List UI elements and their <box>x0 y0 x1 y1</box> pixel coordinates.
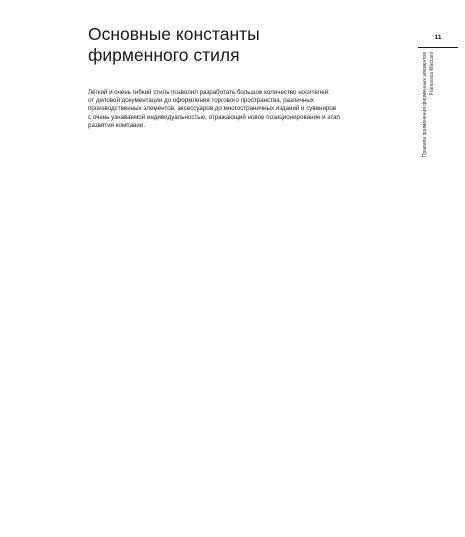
paragraph-line-3: производственных элементов, аксессуаров до многостраничных изданий и сувениров <box>88 105 337 113</box>
paragraph-line-4: с очень узнаваемой индивидуальностью, отражающий новое позиционирование и этап <box>88 113 340 121</box>
sidebar-running-caption <box>422 52 442 172</box>
paragraph-line-1: Лёгкий и очень гибкий стиль позволил разработать большое количество носителей: <box>88 89 330 96</box>
sidebar-divider <box>418 47 458 48</box>
paragraph-line-5: развития компании. <box>88 121 146 129</box>
paragraph-line-2: от деловой документации до оформления торгового пространства, различных <box>88 97 314 105</box>
page-title <box>88 24 378 66</box>
sidebar-caption-line-1: Правила применения фирменных элементов <box>422 52 428 158</box>
page-title-line-2: фирменного стиля <box>88 45 240 65</box>
intro-paragraph <box>88 89 398 130</box>
page-title-line-1: Основные константы <box>88 24 260 44</box>
page-number: 11 <box>434 34 442 41</box>
sidebar-caption-line-2: Francesca Maccani <box>428 52 435 96</box>
